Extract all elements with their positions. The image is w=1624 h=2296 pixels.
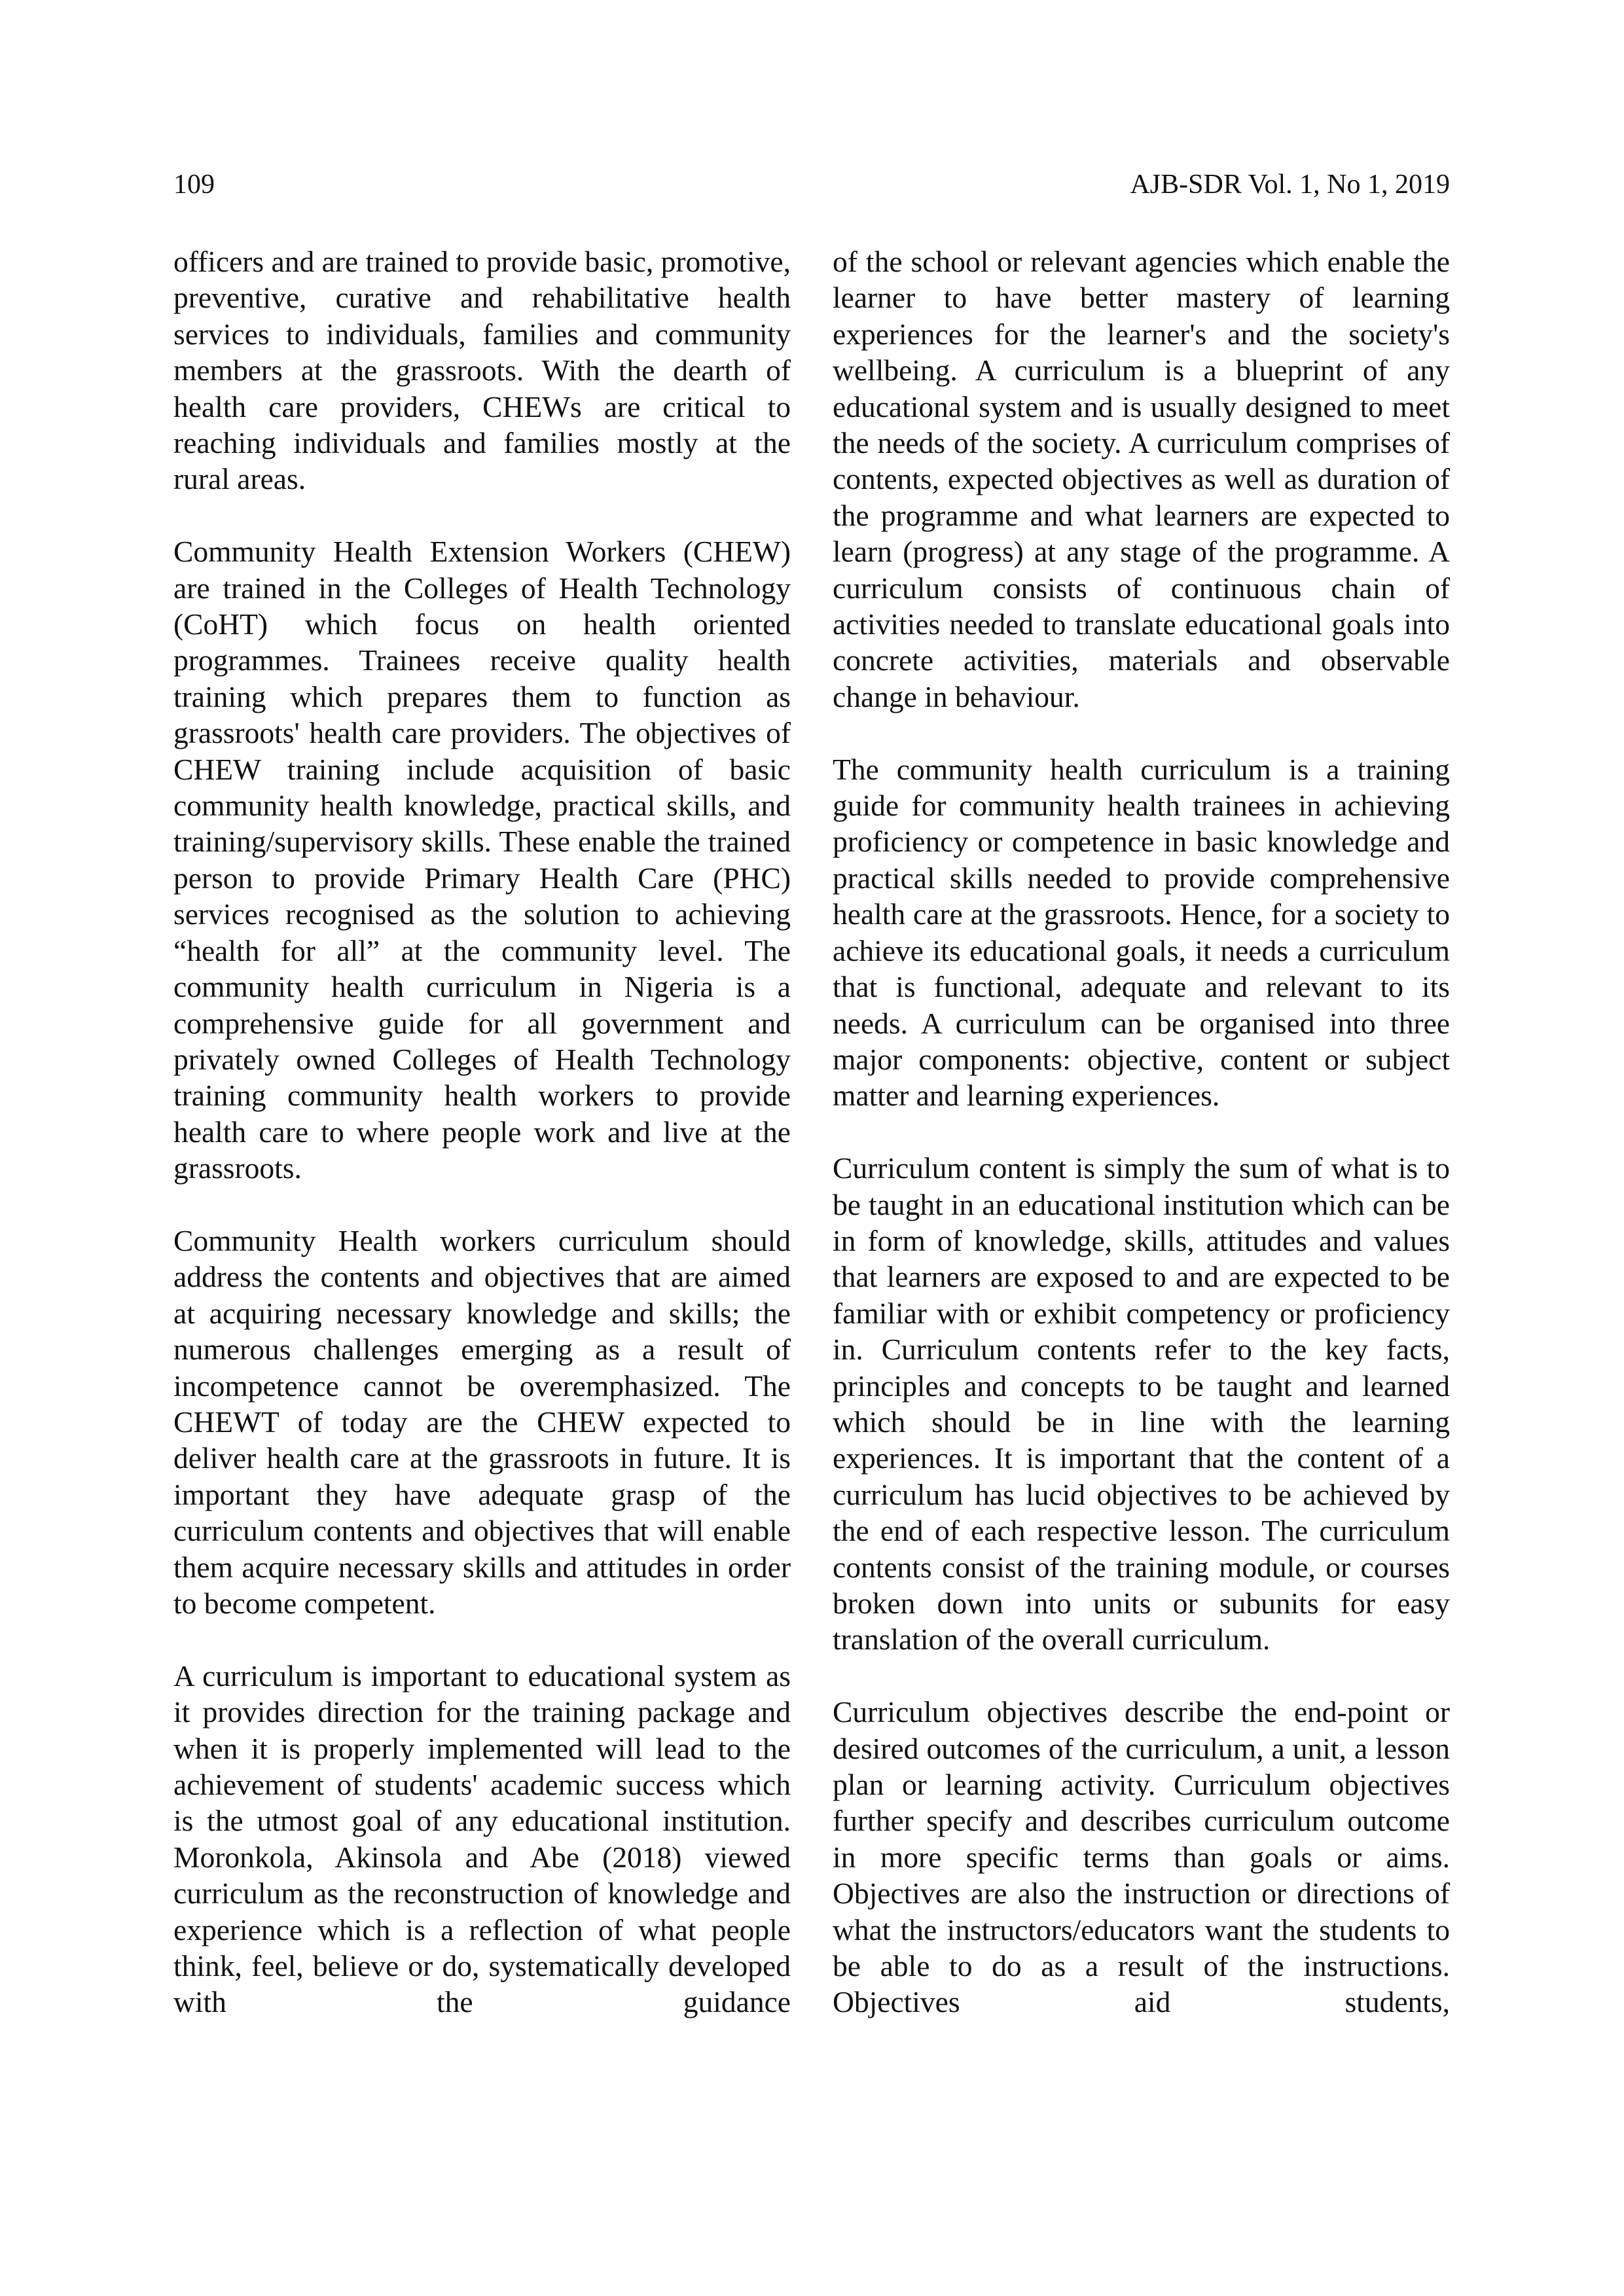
- paragraph: A curriculum is important to educational system as it provides direction for the training package and when it is properly implemented will lead to the achievement of students' academic success which is the utmost goal of any educational institution. Moronkola, Akinsola and Abe (2018) viewed curriculum as the reconstruction of knowledge and experience which is a reflection of what people think, feel, believe or do, systematically developed with the guidance: [173, 1659, 791, 2019]
- paragraph: Community Health Extension Workers (CHEW) are trained in the Colleges of Health Technology (CoHT) which focus on health oriented programmes. Trainees receive quality health training which prepares them to function as grassroots' health care providers. The objectives of CHEW training include acquisition of basic community health knowledge, practical skills, and training/supervisory skills. These enable the trained person to provide Primary Health Care (PHC) services recognised as the solution to achieving “health for all” at the community level. The community health curriculum in Nigeria is a comprehensive guide for all government and privately owned Colleges of Health Technology training community health workers to provide health care to where people work and live at the grassroots.: [173, 535, 791, 1185]
- paragraph: Curriculum content is simply the sum of what is to be taught in an educational institution which can be in form of knowledge, skills, attitudes and values that learners are exposed to and are expected to be familiar with or exhibit competency or proficiency in. Curriculum contents refer to the key facts, principles and concepts to be taught and learned which should be in line with the learning experiences. It is important that the content of a curriculum has lucid objectives to be achieved by the end of each respective lesson. The curriculum contents consist of the training module, or courses broken down into units or subunits for easy translation of the overall curriculum.: [833, 1151, 1450, 1657]
- paragraph: officers and are trained to provide basic, promotive, preventive, curative and rehabilitative health services to individuals, families and community members at the grassroots. With the dearth of health care providers, CHEWs are critical to reaching individuals and families mostly at the rural areas.: [173, 245, 791, 496]
- page-number: 109: [173, 170, 215, 200]
- journal-reference: AJB-SDR Vol. 1, No 1, 2019: [1130, 170, 1450, 200]
- running-header: [173, 165, 1450, 204]
- right-column: [833, 243, 1450, 2020]
- paragraph: The community health curriculum is a training guide for community health trainees in achieving proficiency or competence in basic knowledge and practical skills needed to provide comprehensive health care at the grassroots. Hence, for a society to achieve its educational goals, it needs a curriculum that is functional, adequate and relevant to its needs. A curriculum can be organised into three major components: objective, content or subject matter and learning experiences.: [833, 752, 1450, 1113]
- left-column: [173, 243, 791, 2020]
- paragraph: of the school or relevant agencies which enable the learner to have better mastery of learning experiences for the learner's and the society's wellbeing. A curriculum is a blueprint of any educational system and is usually designed to meet the needs of the society. A curriculum comprises of contents, expected objectives as well as duration of the programme and what learners are expected to learn (progress) at any stage of the programme. A curriculum consists of continuous chain of activities needed to translate educational goals into concrete activities, materials and observable change in behaviour.: [833, 245, 1450, 713]
- paragraph: Community Health workers curriculum should address the contents and objectives that are aimed at acquiring necessary knowledge and skills; the numerous challenges emerging as a result of incompetence cannot be overemphasized. The CHEWT of today are the CHEW expected to deliver health care at the grassroots in future. It is important they have adequate grasp of the curriculum contents and objectives that will enable them acquire necessary skills and attitudes in order to become competent.: [173, 1223, 791, 1620]
- paragraph: Curriculum objectives describe the end-point or desired outcomes of the curriculum, a unit, a lesson plan or learning activity. Curriculum objectives further specify and describes curriculum outcome in more specific terms than goals or aims. Objectives are also the instruction or directions of what the instructors/educators want the students to be able to do as a result of the instructions. Objectives aid students,: [833, 1695, 1450, 2019]
